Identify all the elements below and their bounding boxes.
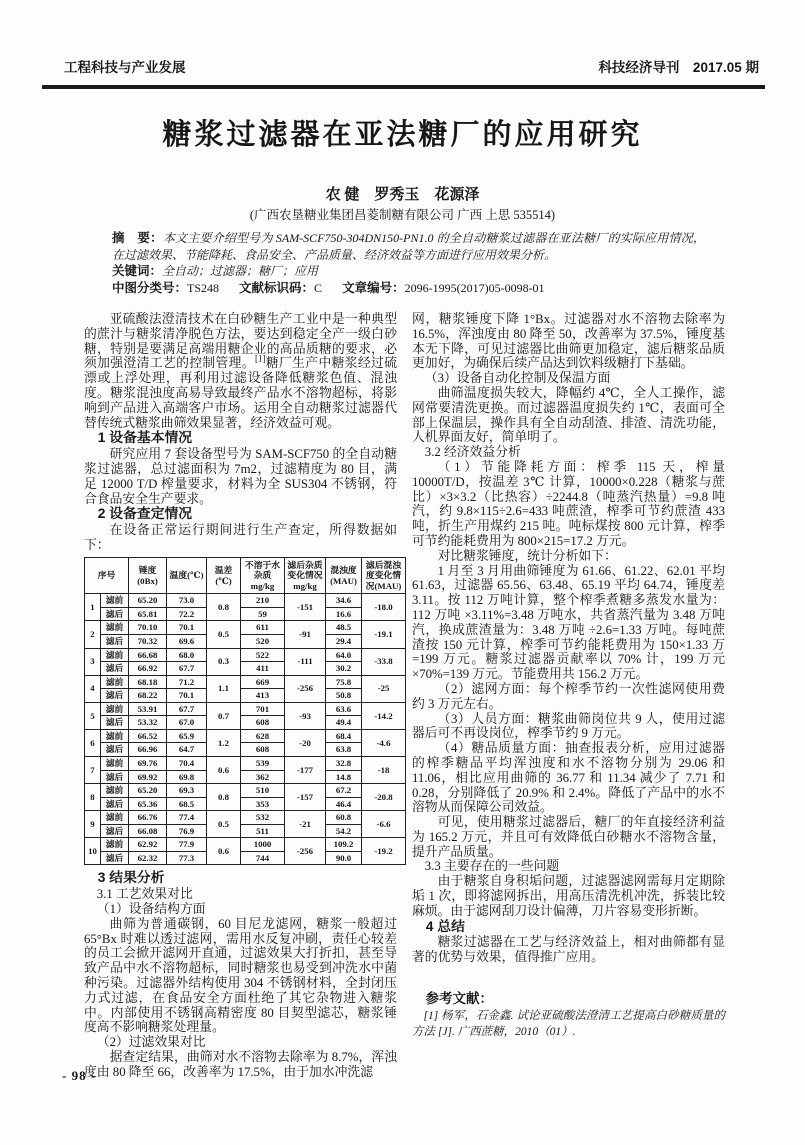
table-cell: 0.5 [207, 621, 241, 648]
section-heading: 3 结果分析 [97, 870, 165, 886]
table-row [85, 594, 406, 608]
table-row [85, 756, 406, 770]
table-row [85, 838, 406, 852]
left-column [84, 312, 402, 1079]
table-cell: 0.5 [207, 811, 241, 838]
table-row [85, 729, 406, 743]
column-header: 序号 [85, 557, 129, 594]
article-authors: 农 健 罗秀玉 花源泽 [325, 187, 480, 203]
table-cell: -20 [285, 729, 326, 756]
table-cell: 66.96 [129, 743, 167, 757]
table-cell: 滤后 [101, 824, 129, 838]
paragraph: （3）人员方面：糖浆曲筛岗位共 9 人，使用过滤器后可不再设岗位，榨季节约 9 万元。 [412, 711, 725, 741]
abstract-line [112, 230, 705, 263]
reference-item: [1] 杨军，石金鑫. 试论亚硫酸法澄清工艺提高白砂糖质量的方法 [J]. 广西蔗糖，2010（01）. [412, 1009, 725, 1038]
table-cell: 滤前 [101, 621, 129, 635]
table-cell: 522 [241, 648, 285, 662]
header-rule [42, 85, 765, 89]
table-cell: -18 [362, 756, 406, 783]
paragraph: 1 月至 3 月用曲筛锤度为 61.66、61.22、62.01 平均 61.63，过滤器 65.56、63.48、65.19 平均 64.74，锤度差 3.11。按 112 万吨计算，整个榨季煮糖多蒸发水量为：112 万吨 ×3.11%=3.48 万吨水，共省蒸汽量为 3.48 万吨汽，换成蔗渣量为：3.48 万吨 ÷2.6=1.33 万吨。每吨蔗渣按 150 元计算，榨季可节约能耗费用为 150×1.33 万 =199 万元。糖浆过滤器贡献率以 70% 计，199 万元 ×70%=139 万元。节能费用共 156.2 万元。 [412, 563, 725, 682]
table-cell: 16.6 [326, 607, 362, 621]
table-cell: 滤前 [101, 811, 129, 825]
table-row [85, 689, 406, 703]
table-cell: 66.52 [129, 729, 167, 743]
table-cell: 539 [241, 756, 285, 770]
table-cell: -33.8 [362, 648, 406, 675]
column-header: 不溶于水杂质mg/kg [241, 557, 285, 594]
section-heading: 2 设备查定情况 [97, 506, 193, 522]
table-cell: 32.8 [326, 756, 362, 770]
table-cell: 滤后 [101, 607, 129, 621]
table-row [85, 648, 406, 662]
table-cell: 109.2 [326, 838, 362, 852]
table-cell: 64.0 [326, 648, 362, 662]
column-header: 混浊度(MAU) [326, 557, 362, 594]
table-cell: 48.5 [326, 621, 362, 635]
table-cell: 362 [241, 770, 285, 784]
table-cell: 滤前 [101, 729, 129, 743]
table-cell: 滤后 [101, 770, 129, 784]
table-row [85, 824, 406, 838]
column-header: 温差(℃) [207, 557, 241, 594]
table-cell: 65.20 [129, 784, 167, 798]
table-cell: 69.92 [129, 770, 167, 784]
table-cell: -177 [285, 756, 326, 783]
survey-data-table [84, 557, 406, 866]
clc-label: 中图分类号： [112, 280, 188, 295]
table-cell: 68.5 [167, 797, 207, 811]
paragraph: 糖浆过滤器在工艺与经济效益上，相对曲筛都有显著的优势与效果，值得推广应用。 [412, 935, 725, 965]
table-row [85, 811, 406, 825]
paragraph-text: 亚硫酸法澄清技术在白砂糖生产工业中是一种典型的蔗汁与糖浆清净脱色方法，要达到稳定全产一级白砂糖，特别是要满足高端用糖企业的高品质糖的要求，必须加强澄清工艺的控制管理。 [84, 312, 397, 371]
table-cell: 628 [241, 729, 285, 743]
table-cell: 滤前 [101, 702, 129, 716]
table-cell: 滤前 [101, 675, 129, 689]
table-cell: 29.4 [326, 635, 362, 649]
table-cell: 50.8 [326, 689, 362, 703]
table-cell: 53.91 [129, 702, 167, 716]
table-cell: 411 [241, 662, 285, 676]
table-cell: 90.0 [326, 851, 362, 865]
table-cell: 0.7 [207, 702, 241, 729]
table-row [85, 607, 406, 621]
column-header: 滤后杂质变化情况mg/kg [285, 557, 326, 594]
article-affiliation: (广西农垦糖业集团昌菱制糖有限公司 广西 上思 535514) [249, 208, 556, 222]
article-id-value: 2096-1995(2017)05-0098-01 [404, 280, 545, 295]
table-cell: 1.1 [207, 675, 241, 702]
paragraph: （4）糖品质量方面：抽查报表分析，应用过滤器的榨季糖品平均浑浊度和水不溶物分别为 29.06 和 11.06，相比应用曲筛的 36.77 和 11.34 减少了 7.71 和 0.28，分别降低了 20.9% 和 2.4%。降低了产品中的水不溶物从而保障公司效益。 [412, 741, 725, 815]
paragraph: 据查定结果，曲筛对水不溶物去除率为 8.7%，浑浊度由 80 降至 66，改善率为 17.5%，由于加水冲洗滤 [84, 1049, 397, 1079]
column-header: 滤后混浊度变化情况(MAU) [362, 557, 406, 594]
section-heading: 4 总结 [425, 918, 465, 934]
article-body [84, 312, 725, 1079]
table-cell: 75.8 [326, 675, 362, 689]
table-cell: -19.1 [362, 621, 406, 648]
table-row [85, 702, 406, 716]
abstract-text: 本文主要介绍型号为 SAM-SCF750-304DN150-PN1.0 的全自动糖浆过滤器在亚法糖厂的实际应用情况，在过滤效果、节能降耗、食品安全、产品质量、经济效益等方面进行应用效果分析。 [112, 231, 705, 262]
item-heading: （2）过滤效果对比 [96, 1035, 206, 1050]
table-cell: 744 [241, 851, 285, 865]
table-cell: 1000 [241, 838, 285, 852]
table-cell: 0.8 [207, 784, 241, 811]
table-cell: 76.9 [167, 824, 207, 838]
table-cell: 3 [85, 648, 101, 675]
paragraph: 曲筛温度损失较大，降幅约 4℃，全人工操作，滤网常要清洗更换。而过滤器温度损失约 1℃，表面可全部上保温层，操作具有全自动刮渣、排渣、清洗功能，人机界面友好，简单明了。 [412, 385, 725, 445]
keywords-label: 关键词： [112, 264, 163, 278]
paragraph-text: 糖厂生产中糖浆经过硫漂或上浮处理，再利用过滤设备降低糖浆色值、混浊度。糖浆混浊度高易导致最终产品水不溶物超标，将影响到产品进入高端客户市场。运用全自动糖浆过滤器代替传统式糖浆曲筛效果显著，经济效益可观。 [84, 356, 398, 430]
table-cell: 34.6 [326, 594, 362, 608]
table-cell: 511 [241, 824, 285, 838]
subsection-heading: 3.3 主要存在的一些问题 [424, 859, 560, 874]
table-cell: 滤前 [101, 784, 129, 798]
table-cell: 10 [85, 838, 101, 865]
clc-value: TS248 [187, 280, 220, 295]
table-cell: 71.2 [167, 675, 207, 689]
table-cell: 滤后 [101, 797, 129, 811]
subsection-heading: 3.2 经济效益分析 [424, 445, 521, 460]
table-cell: 669 [241, 675, 285, 689]
table-cell: 67.7 [167, 662, 207, 676]
paragraph: （2）滤网方面：每个榨季节约一次性滤网使用费约 3 万元左右。 [412, 681, 725, 711]
article-id-label: 文章编号： [342, 280, 405, 295]
table-row [85, 784, 406, 798]
table-cell: -25 [362, 675, 406, 702]
paragraph: 曲筛为普通碳钢，60 目尼龙滤网，糖浆一般超过 65°Bx 时难以透过滤网，需用水反复冲刷，责任心较差的员工会掀开滤网开直通，过滤效果大打折扣，甚至导致产品中水不溶物超标，同时糖浆也易受到冲洗水中菌种污染。过滤器外结构使用 304 不锈钢材料，全封闭压力式过滤，在食品安全方面杜绝了其它杂物进入糖浆中。内部使用不锈钢高精密度 80 目契型滤芯，糖浆锤度高不影响糖浆处理量。 [84, 916, 397, 1035]
paragraph-continuation: 网，糖浆锤度下降 1°Bx。过滤器对水不溶物去除率为 16.5%，浑浊度由 80 降至 50，改善率为 37.5%，锤度基本无下降，可见过滤器比曲筛更加稳定，滤后糖浆品质更加好，为确保后续产品达到饮料级糖打下基础。 [412, 312, 725, 371]
table-cell: 67.0 [167, 716, 207, 730]
table-cell: 77.4 [167, 811, 207, 825]
article-title: 糖浆过滤器在亚法糖厂的应用研究 [162, 119, 643, 151]
column-header: 温度(℃) [167, 557, 207, 594]
table-cell: 413 [241, 689, 285, 703]
table-cell: 1.2 [207, 729, 241, 756]
table-cell: 59 [241, 607, 285, 621]
paragraph [84, 312, 397, 430]
table-cell: 68.4 [326, 729, 362, 743]
keywords-line [112, 263, 705, 280]
table-cell: 77.9 [167, 838, 207, 852]
section-heading: 1 设备基本情况 [97, 430, 193, 446]
table-cell: 0.8 [207, 594, 241, 621]
table-cell: 68.18 [129, 675, 167, 689]
table-row [85, 675, 406, 689]
table-header-row [85, 557, 406, 594]
table-cell: -19.2 [362, 838, 406, 865]
table-cell: 65.36 [129, 797, 167, 811]
table-row [85, 743, 406, 757]
table-cell: 70.1 [167, 621, 207, 635]
table-cell: 2 [85, 621, 101, 648]
table-cell: 69.8 [167, 770, 207, 784]
table-cell: 5 [85, 702, 101, 729]
abstract-label: 摘 要： [112, 231, 163, 245]
table-cell: 53.32 [129, 716, 167, 730]
running-head [64, 56, 759, 76]
doc-code-label: 文献标识码： [239, 280, 315, 295]
table-cell: -6.6 [362, 811, 406, 838]
keywords-text: 全自动；过滤器；糖厂；应用 [162, 264, 319, 278]
table-cell: 66.76 [129, 811, 167, 825]
table-cell: 62.92 [129, 838, 167, 852]
table-cell: 0.6 [207, 756, 241, 783]
table-cell: 520 [241, 635, 285, 649]
doc-code-value: C [314, 280, 323, 295]
table-cell: -151 [285, 594, 326, 621]
table-cell: 63.8 [326, 743, 362, 757]
table-cell: 0.3 [207, 648, 241, 675]
table-cell: 77.3 [167, 851, 207, 865]
table-cell: 滤后 [101, 851, 129, 865]
table-cell: 66.68 [129, 648, 167, 662]
table-cell: 60.8 [326, 811, 362, 825]
table-cell: -157 [285, 784, 326, 811]
subsection-heading: 3.1 工艺效果对比 [96, 887, 193, 902]
left-column-bottom [84, 870, 397, 1079]
table-cell: 608 [241, 743, 285, 757]
table-cell: 70.32 [129, 635, 167, 649]
table-cell: 701 [241, 702, 285, 716]
table-cell: 69.3 [167, 784, 207, 798]
table-row [85, 851, 406, 865]
table-cell: -18.0 [362, 594, 406, 621]
table-cell: 30.2 [326, 662, 362, 676]
table-cell: 14.8 [326, 770, 362, 784]
table-cell: 滤前 [101, 648, 129, 662]
table-cell: 65.20 [129, 594, 167, 608]
references-heading: 参考文献： [425, 991, 493, 1007]
table-cell: 532 [241, 811, 285, 825]
table-cell: 62.32 [129, 851, 167, 865]
table-cell: 73.0 [167, 594, 207, 608]
paragraph: 在设备正常运行期间进行生产查定，所得数据如下： [84, 523, 397, 552]
table-row [85, 770, 406, 784]
table-cell: 滤后 [101, 689, 129, 703]
table-cell: 6 [85, 729, 101, 756]
classification-line [112, 280, 705, 297]
table-cell: 54.2 [326, 824, 362, 838]
table-row [85, 797, 406, 811]
table-cell: -91 [285, 621, 326, 648]
table-cell: 滤后 [101, 635, 129, 649]
table-cell: 46.4 [326, 797, 362, 811]
table-row [85, 662, 406, 676]
table-cell: 210 [241, 594, 285, 608]
table-cell: -111 [285, 648, 326, 675]
running-head-right: 科技经济导刊 2017.05 期 [598, 60, 759, 75]
table-cell: 67.7 [167, 702, 207, 716]
table-cell: 72.2 [167, 607, 207, 621]
table-cell: 70.4 [167, 756, 207, 770]
table-cell: 68.22 [129, 689, 167, 703]
table-cell: 69.6 [167, 635, 207, 649]
table-cell: 70.10 [129, 621, 167, 635]
table-cell: 69.76 [129, 756, 167, 770]
article-meta [112, 230, 705, 296]
table-cell: 9 [85, 811, 101, 838]
citation-marker: [1] [254, 354, 266, 365]
left-column-top [84, 312, 397, 553]
running-head-left: 工程科技与产业发展 [64, 60, 186, 75]
item-heading: （3）设备自动化控制及保温方面 [424, 371, 611, 386]
table-cell: -256 [285, 838, 326, 865]
table-cell: 1 [85, 594, 101, 621]
table-cell: 510 [241, 784, 285, 798]
table-cell: 滤后 [101, 743, 129, 757]
table-cell: 滤前 [101, 756, 129, 770]
table-cell: -93 [285, 702, 326, 729]
table-cell: 4 [85, 675, 101, 702]
paragraph: 研究应用 7 套设备型号为 SAM-SCF750 的全自动糖浆过滤器，总过滤面积为 7m2，过滤精度为 80 目，满足 12000 T/D 榨量要求，材料为全 SUS304 不锈钢，符合食品安全生产要求。 [84, 447, 397, 506]
table-cell: 66.08 [129, 824, 167, 838]
table-cell: 滤后 [101, 662, 129, 676]
table-row [85, 621, 406, 635]
table-cell: 68.0 [167, 648, 207, 662]
table-cell: -256 [285, 675, 326, 702]
table-cell: 8 [85, 784, 101, 811]
table-row [85, 635, 406, 649]
table-cell: 滤前 [101, 838, 129, 852]
right-column [412, 312, 725, 1079]
table-cell: -20.8 [362, 784, 406, 811]
table-cell: 滤前 [101, 594, 129, 608]
table-cell: 63.6 [326, 702, 362, 716]
table-cell: 66.92 [129, 662, 167, 676]
table-cell: 49.4 [326, 716, 362, 730]
table-cell: -4.6 [362, 729, 406, 756]
table-cell: 64.7 [167, 743, 207, 757]
table-cell: 0.6 [207, 838, 241, 865]
paragraph: 对比糖浆锤度，统计分析如下： [437, 548, 617, 563]
table-row [85, 716, 406, 730]
table-cell: 65.81 [129, 607, 167, 621]
table-cell: 65.9 [167, 729, 207, 743]
table-cell: -14.2 [362, 702, 406, 729]
table-cell: 611 [241, 621, 285, 635]
item-heading: （1）设备结构方面 [96, 901, 206, 916]
paragraph: 由于糖浆自身积垢问题，过滤器滤网需每月定期除垢 1 次，即将滤网拆出，用高压清洗机冲洗，拆装比较麻烦。由于滤网刮刀设计偏薄，刀片容易变形折断。 [412, 874, 725, 918]
table-cell: -21 [285, 811, 326, 838]
table-cell: 7 [85, 756, 101, 783]
table-cell: 353 [241, 797, 285, 811]
column-header: 锤度(0Bx) [129, 557, 167, 594]
page-number: - 98 - [62, 1068, 97, 1083]
table-cell: 70.1 [167, 689, 207, 703]
table-cell: 滤后 [101, 716, 129, 730]
table-cell: 67.2 [326, 784, 362, 798]
paragraph: （1）节能降耗方面：榨季 115 天，榨量 10000T/D，按温差 3℃ 计算，10000×0.228（糖浆与蔗比）×3×3.2（比热容）÷2244.8（吨蒸汽热量）=9.8 吨汽，约 9.8×115÷2.6=433 吨蔗渣，榨季可节约蔗渣 433 吨，折生产用煤约 215 吨。吨标煤按 800 元计算，榨季可节约能耗费用为 800×215=17.2 万元。 [412, 459, 725, 548]
paragraph: 可见，使用糖浆过滤器后，糖厂的年直接经济利益为 165.2 万元，并且可有效降低白砂糖水不溶物含量，提升产品质量。 [412, 815, 725, 859]
table-cell: 608 [241, 716, 285, 730]
